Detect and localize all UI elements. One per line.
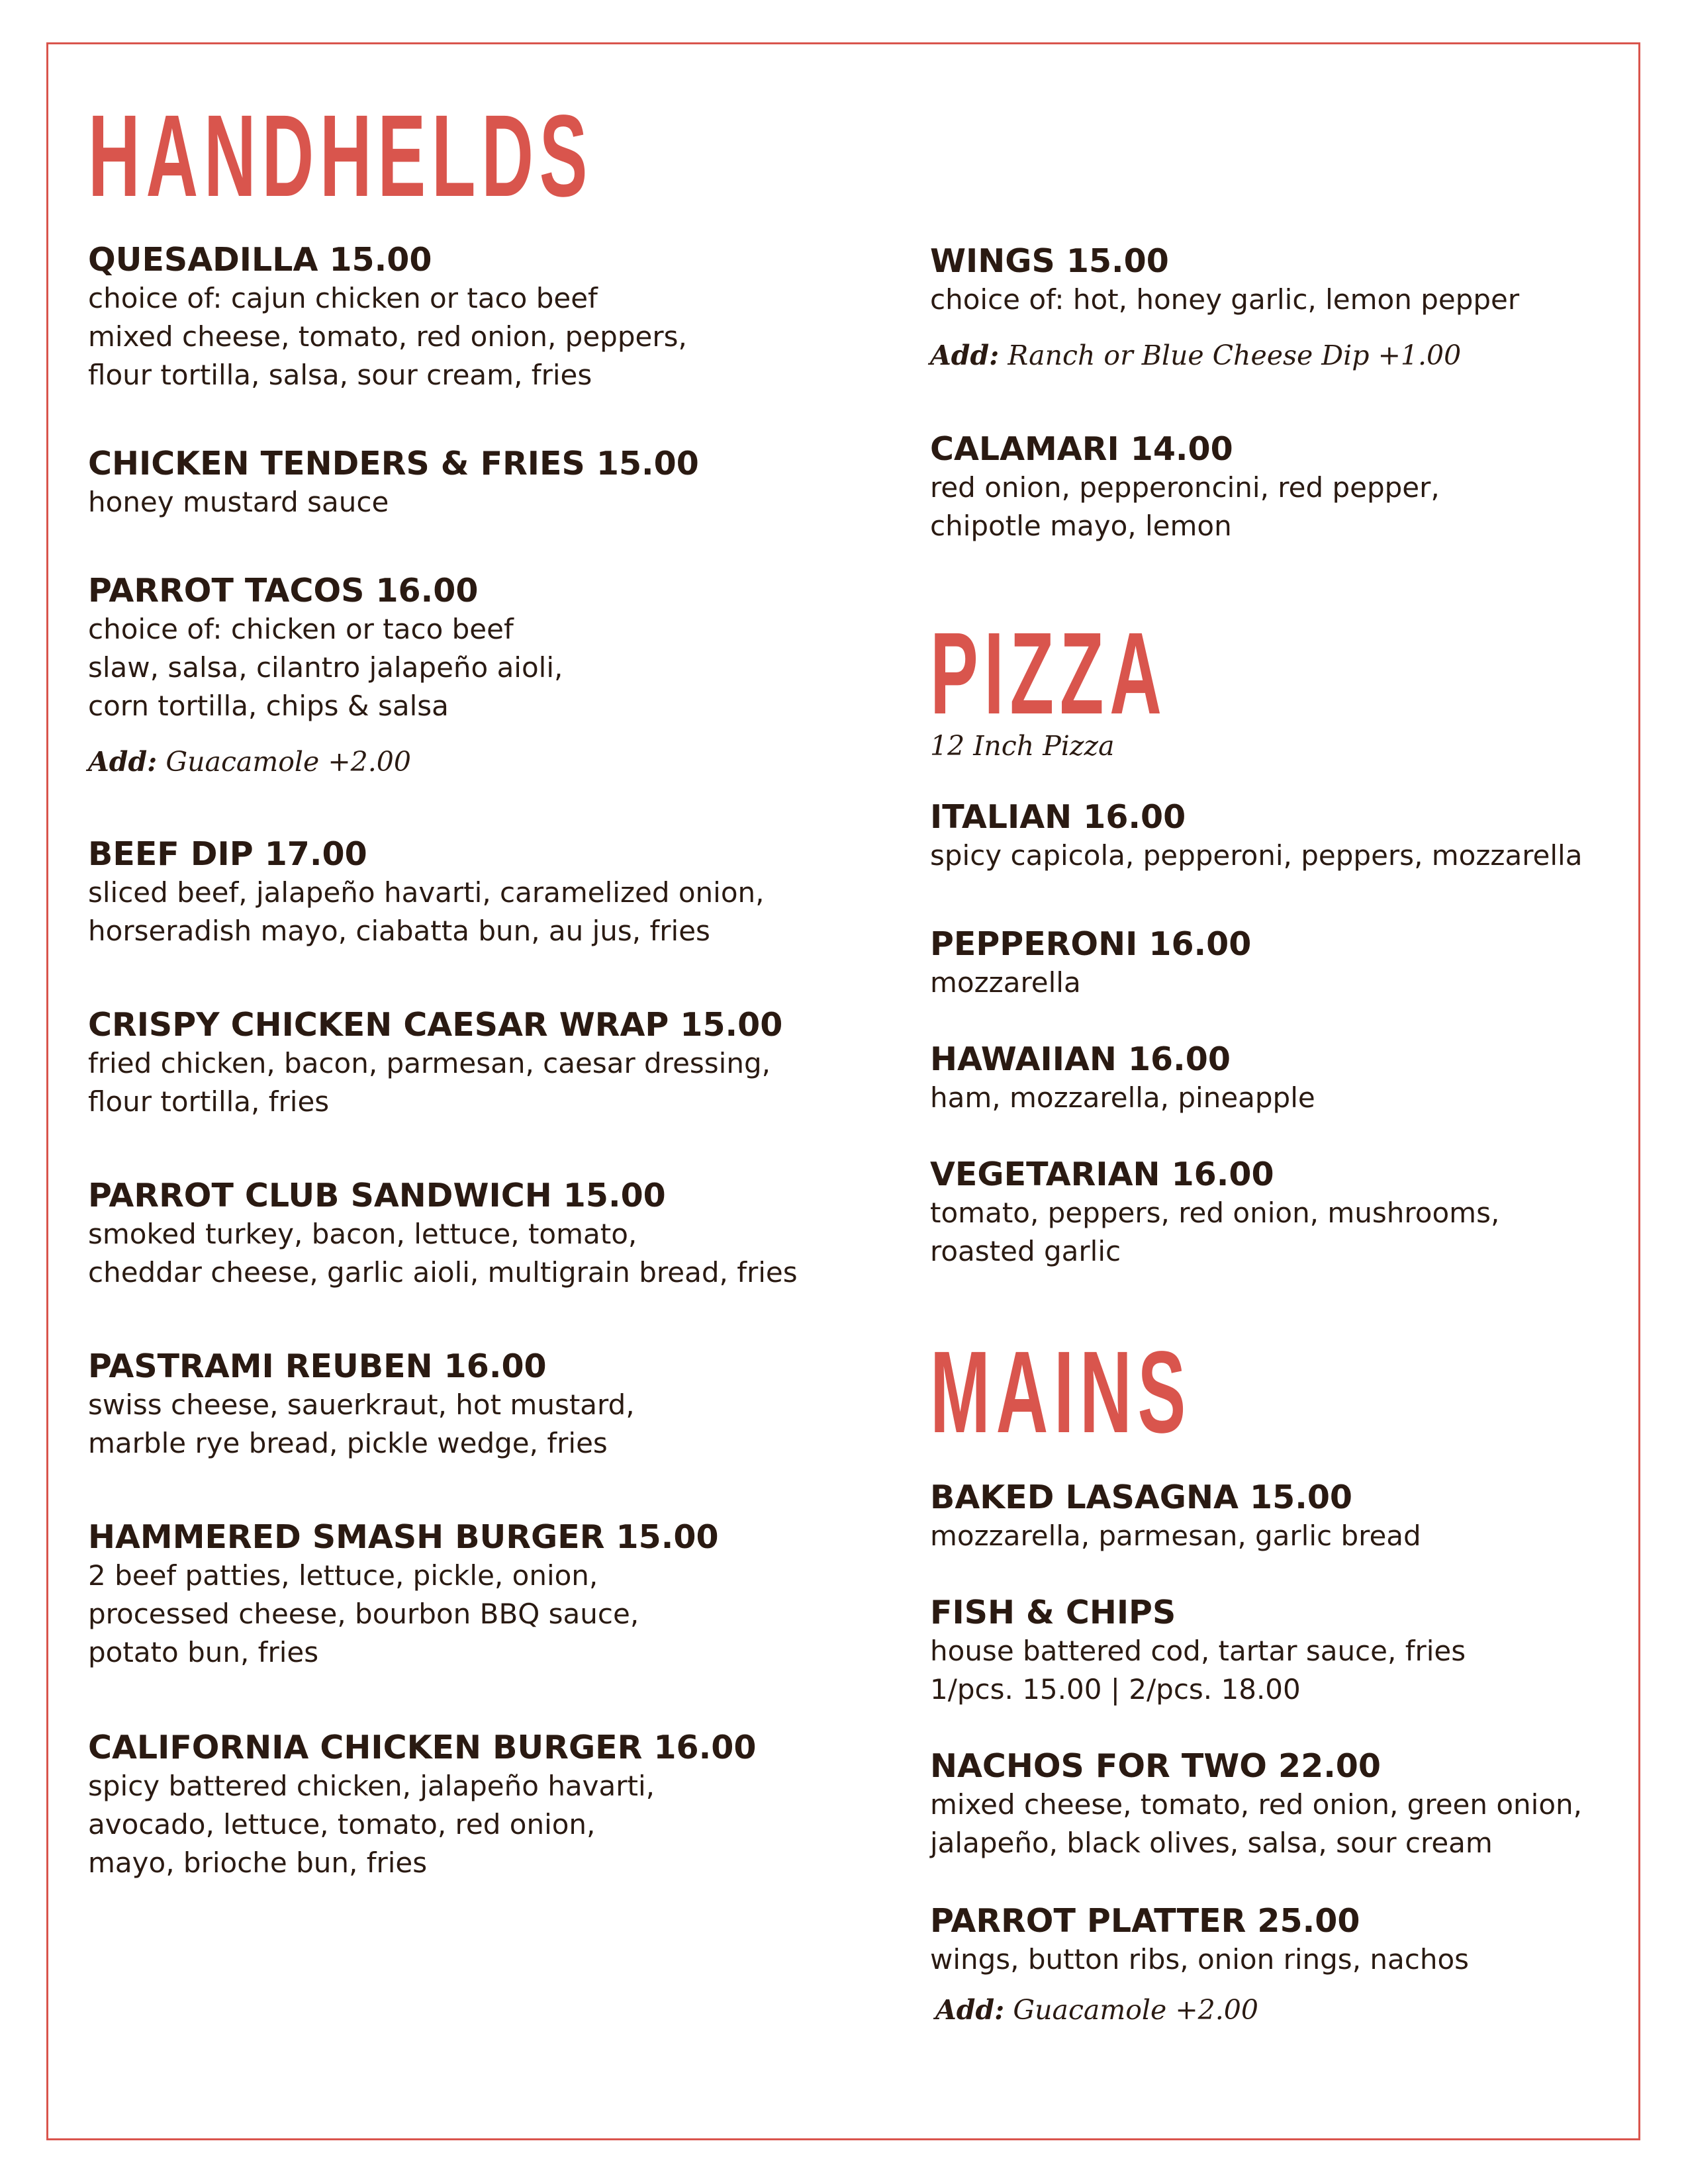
item-addon	[88, 743, 563, 781]
item-description: choice of: hot, honey garlic, lemon pepper	[930, 283, 1520, 316]
section-title-mains: MAINS	[930, 1328, 1192, 1457]
item-name: WINGS 15.00	[930, 242, 1169, 280]
item-addon	[930, 336, 1519, 375]
item-name: NACHOS FOR TWO 22.00	[930, 1747, 1381, 1785]
menu-item-parrot-platter	[930, 1902, 1469, 2029]
item-description: mozzarella	[930, 966, 1081, 999]
item-description: ham, mozzarella, pineapple	[930, 1081, 1315, 1114]
item-description: choice of: chicken or taco beef	[88, 613, 514, 645]
item-description: roasted garlic	[930, 1235, 1121, 1267]
item-name: CHICKEN TENDERS & FRIES 15.00	[88, 445, 699, 482]
addon-label: Add:	[88, 746, 158, 778]
item-description: red onion, pepperoncini, red pepper,	[930, 471, 1440, 504]
item-description: potato bun, fries	[88, 1636, 319, 1668]
menu-item-baked-lasagna	[930, 1479, 1421, 1555]
addon-label: Add:	[935, 1994, 1005, 2026]
menu-item-pastrami-reuben	[88, 1347, 635, 1463]
item-name: FISH & CHIPS	[930, 1594, 1176, 1631]
item-name: HAMMERED SMASH BURGER 15.00	[88, 1518, 719, 1556]
item-name: QUESADILLA 15.00	[88, 241, 432, 279]
item-description: chipotle mayo, lemon	[930, 510, 1232, 542]
menu-item-quesadilla	[88, 241, 687, 394]
item-description: mozzarella, parmesan, garlic bread	[930, 1520, 1421, 1552]
menu-item-chicken-tenders	[88, 445, 699, 522]
item-description: spicy capicola, pepperoni, peppers, mozzarella	[930, 839, 1583, 872]
pizza-size-note: 12 Inch Pizza	[930, 730, 1115, 762]
item-name: HAWAIIAN 16.00	[930, 1040, 1231, 1078]
item-name: PEPPERONI 16.00	[930, 925, 1252, 963]
item-description: sliced beef, jalapeño havarti, caramelized onion,	[88, 876, 765, 909]
item-name: VEGETARIAN 16.00	[930, 1156, 1274, 1193]
menu-item-wings	[930, 242, 1519, 375]
item-addon	[935, 1991, 1469, 2029]
item-name: PASTRAMI REUBEN 16.00	[88, 1347, 547, 1385]
item-description: marble rye bread, pickle wedge, fries	[88, 1427, 608, 1459]
item-name: BEEF DIP 17.00	[88, 835, 367, 873]
item-description: tomato, peppers, red onion, mushrooms,	[930, 1197, 1500, 1229]
item-name: CALIFORNIA CHICKEN BURGER 16.00	[88, 1729, 757, 1766]
menu-item-california-chicken-burger	[88, 1729, 756, 1882]
menu-item-parrot-club-sandwich	[88, 1177, 798, 1292]
menu-item-calamari	[930, 430, 1440, 545]
item-description: avocado, lettuce, tomato, red onion,	[88, 1808, 596, 1841]
section-title-pizza: PIZZA	[930, 609, 1168, 739]
item-description: wings, button ribs, onion rings, nachos	[930, 1943, 1470, 1976]
item-description: spicy battered chicken, jalapeño havarti,	[88, 1770, 655, 1802]
item-name: PARROT TACOS 16.00	[88, 572, 479, 610]
item-description: jalapeño, black olives, salsa, sour cream	[930, 1827, 1493, 1859]
item-name: CRISPY CHICKEN CAESAR WRAP 15.00	[88, 1006, 783, 1044]
item-name: BAKED LASAGNA 15.00	[930, 1479, 1353, 1516]
menu-item-italian	[930, 798, 1582, 875]
item-description: corn tortilla, chips & salsa	[88, 690, 449, 722]
addon-text: Ranch or Blue Cheese Dip +1.00	[1008, 340, 1462, 371]
item-description: house battered cod, tartar sauce, fries	[930, 1635, 1466, 1667]
item-description: swiss cheese, sauerkraut, hot mustard,	[88, 1388, 635, 1421]
item-description: fried chicken, bacon, parmesan, caesar dressing,	[88, 1047, 771, 1079]
item-description: horseradish mayo, ciabatta bun, au jus, fries	[88, 915, 710, 947]
item-description: processed cheese, bourbon BBQ sauce,	[88, 1598, 639, 1630]
menu-item-pepperoni	[930, 925, 1251, 1002]
item-description: mixed cheese, tomato, red onion, green onion,	[930, 1788, 1582, 1821]
addon-text: Guacamole +2.00	[165, 746, 411, 778]
item-description: choice of: cajun chicken or taco beef	[88, 282, 598, 314]
menu-item-beef-dip	[88, 835, 765, 950]
item-description: slaw, salsa, cilantro jalapeño aioli,	[88, 651, 563, 684]
menu-item-hawaiian	[930, 1040, 1315, 1117]
item-name: PARROT PLATTER 25.00	[930, 1902, 1360, 1940]
section-title-handhelds: HANDHELDS	[88, 91, 594, 221]
item-description: cheddar cheese, garlic aioli, multigrain bread, fries	[88, 1256, 798, 1289]
item-description: flour tortilla, salsa, sour cream, fries	[88, 359, 592, 391]
menu-item-fish-and-chips	[930, 1594, 1466, 1709]
addon-text: Guacamole +2.00	[1013, 1994, 1258, 2026]
item-description: smoked turkey, bacon, lettuce, tomato,	[88, 1218, 637, 1250]
item-description: honey mustard sauce	[88, 486, 389, 518]
menu-item-hammered-smash-burger	[88, 1518, 719, 1672]
item-name: ITALIAN 16.00	[930, 798, 1186, 836]
item-description: mixed cheese, tomato, red onion, peppers,	[88, 320, 687, 353]
menu-item-vegetarian	[930, 1156, 1499, 1271]
menu-item-parrot-tacos	[88, 572, 563, 781]
item-name: CALAMARI 14.00	[930, 430, 1233, 468]
item-description: flour tortilla, fries	[88, 1085, 330, 1118]
item-description: mayo, brioche bun, fries	[88, 1846, 428, 1879]
item-description: 1/pcs. 15.00 | 2/pcs. 18.00	[930, 1673, 1301, 1706]
addon-label: Add:	[930, 340, 1000, 371]
item-name: PARROT CLUB SANDWICH 15.00	[88, 1177, 666, 1214]
menu-item-nachos-for-two	[930, 1747, 1582, 1862]
menu-item-crispy-chicken-caesar-wrap	[88, 1006, 782, 1121]
item-description: 2 beef patties, lettuce, pickle, onion,	[88, 1559, 598, 1592]
